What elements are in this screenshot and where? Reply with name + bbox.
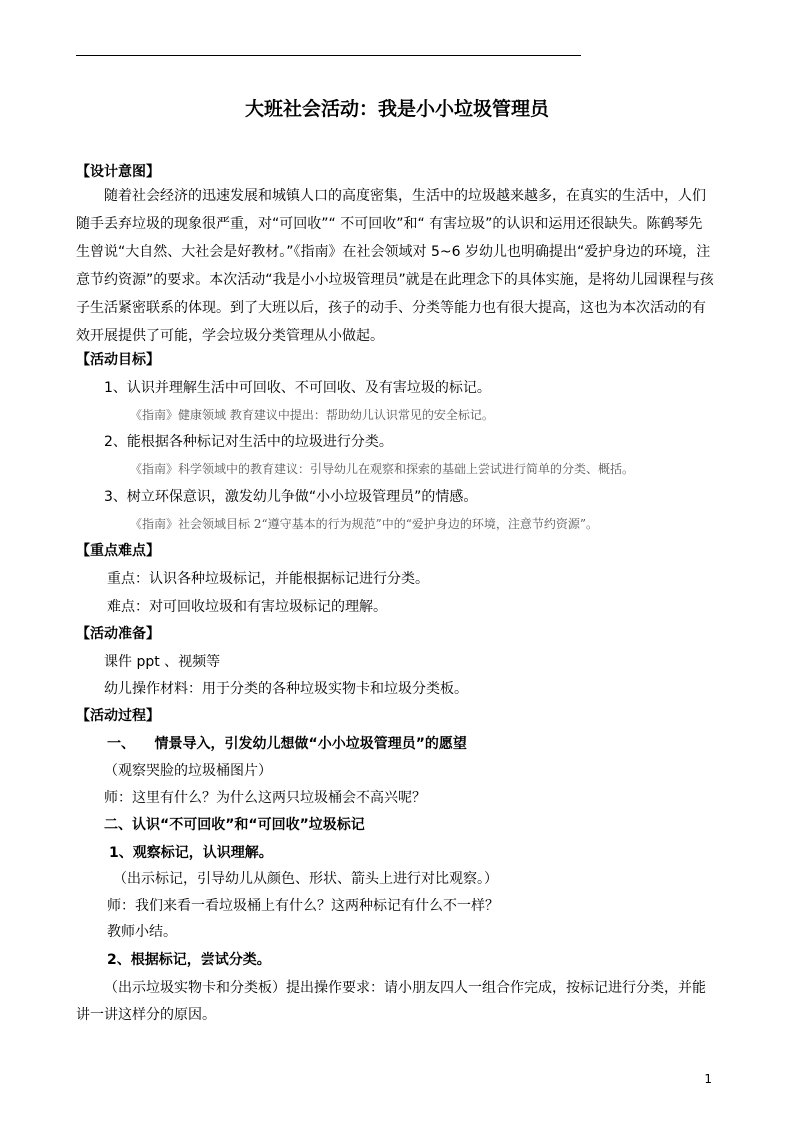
heading-key-points: 【重点难点】 — [76, 543, 160, 559]
heading-preparation: 【活动准备】 — [76, 626, 160, 642]
key-point: 重点：认识各种垃圾标记，并能根据标记进行分类。 — [107, 571, 429, 587]
goal-1: 1、认识并理解生活中可回收、不可回收、及有害垃圾的标记。 — [104, 380, 491, 396]
process-step-1-title: 一、 情景导入，引发幼儿想做“小小垃圾管理员”的愿望 — [107, 736, 467, 752]
heading-design-intent: 【设计意图】 — [76, 164, 160, 180]
process-sub-1-line-2: 师：我们来看一看垃圾桶上有什么？这两种标记有什么不一样？ — [107, 898, 499, 914]
preparation-item-1: 课件 ppt 、视频等 — [104, 654, 221, 670]
design-intent-paragraph: 随着社会经济的迅速发展和城镇人口的高度密集，生活中的垃圾越来越多，在真实的生活中，人们随手丢弃垃圾的现象很严重，对“可回收”“ 不可回收”和“ 有害垃圾”的认识和运用还很缺失。陈鹤琴先生曾说“大自然、大社会是好教材。”《指南》在社会领域对 5~6 岁幼儿也明确提出“爱护身边的环境，注意节约资源”的要求。本次活动“我是小小垃圾管理员”就是在此理念下的具体实施，是将幼儿园课程与孩子生活紧密联系的体现。到了大班以后，孩子的动手、分类等能力也有很大提高，这也为本次活动的有效开展提供了可能，学会垃圾分类管理从小做起。 — [76, 188, 714, 344]
goal-2-guideline-note: 《指南》科学领域中的教育建议：引导幼儿在观察和探索的基础上尝试进行简单的分类、概括。 — [130, 462, 635, 476]
heading-goals: 【活动目标】 — [76, 352, 160, 368]
difficult-point: 难点：对可回收垃圾和有害垃圾标记的理解。 — [107, 599, 387, 615]
process-sub-1-line-1: （出示标记，引导幼儿从颜色、形状、箭头上进行对比观察。） — [113, 871, 498, 887]
goal-3: 3、树立环保意识，激发幼儿争做“小小垃圾管理员”的情感。 — [104, 489, 478, 505]
goal-1-guideline-note: 《指南》健康领域 教育建议中提出：帮助幼儿认识常见的安全标记。 — [130, 408, 494, 422]
heading-process: 【活动过程】 — [76, 708, 160, 724]
page-number: 1 — [704, 1072, 712, 1086]
process-sub-1-title: 1、观察标记，认识理解。 — [109, 845, 273, 861]
preparation-item-2: 幼儿操作材料：用于分类的各种垃圾实物卡和垃圾分类板。 — [104, 681, 468, 697]
process-sub-2-title: 2、根据标记，尝试分类。 — [107, 952, 271, 968]
process-step-2-title: 二、认识“不可回收”和“可回收”垃圾标记 — [104, 817, 365, 833]
goal-2: 2、能根据各种标记对生活中的垃圾进行分类。 — [104, 434, 393, 450]
process-sub-1-line-3: 教师小结。 — [107, 924, 177, 940]
process-step-1-line-2: 师：这里有什么？为什么这两只垃圾桶会不高兴呢？ — [104, 790, 426, 806]
process-step-1-line-1: （观察哭脸的垃圾桶图片） — [104, 763, 272, 779]
goal-3-guideline-note: 《指南》社会领域目标 2“遵守基本的行为规范”中的“爱护身边的环境，注意节约资源”。 — [130, 517, 598, 531]
header-rule — [76, 55, 581, 56]
document-title: 大班社会活动：我是小小垃圾管理员 — [244, 98, 549, 120]
process-sub-2-paragraph: （出示垃圾实物卡和分类板）提出操作要求：请小朋友四人一组合作完成，按标记进行分类，并能讲一讲这样分的原因。 — [76, 980, 706, 1023]
